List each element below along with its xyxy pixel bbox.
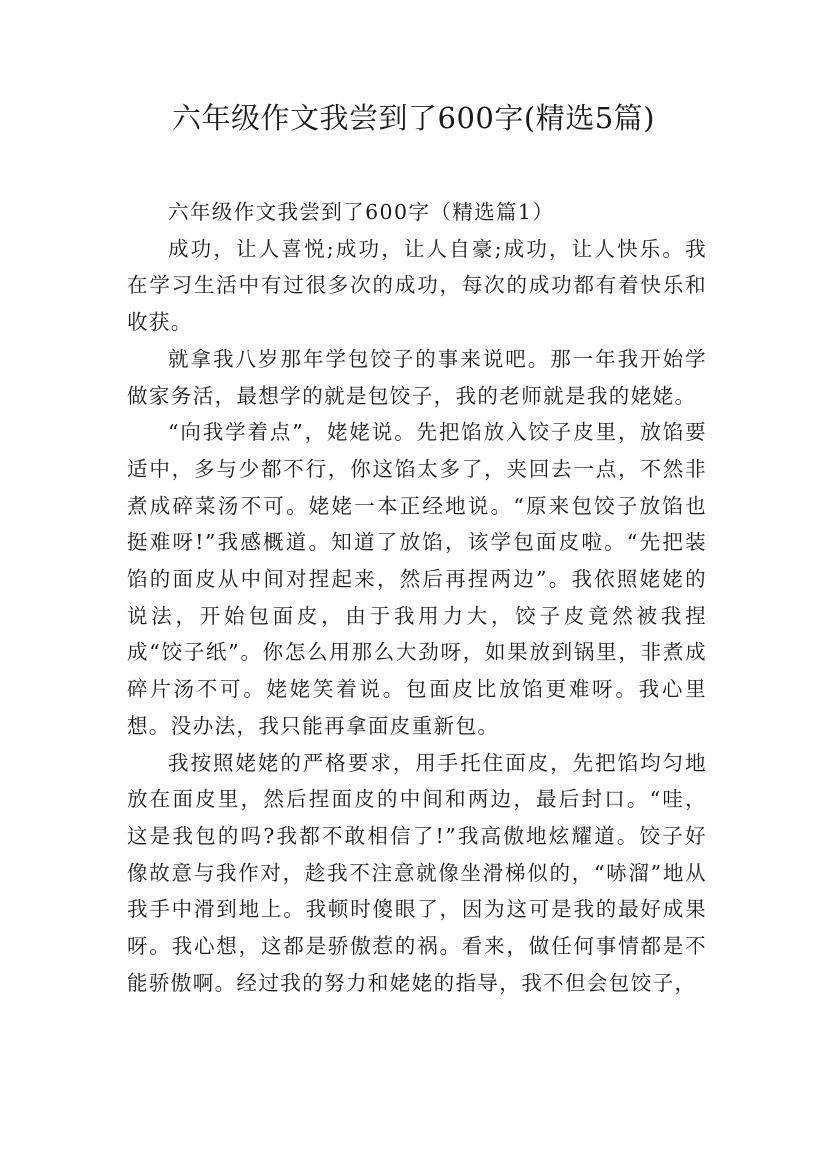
body-paragraph: “向我学着点”，姥姥说。先把馅放入饺子皮里，放馅要适中，多与少都不行，你这馅太多了，夹回去一点，不然非煮成碎菜汤不可。姥姥一本正经地说。“原来包饺子放馅也挺难呀!”我感概道。知道了放馅，该学包面皮啦。“先把装馅的面皮从中间对捏起来，然后再捏两边”。我依照姥姥的说法，开始包面皮，由于我用力大，饺子皮竟然被我捏成“饺子纸”。你怎么用那么大劲呀，如果放到锅里，非煮成碎片汤不可。姥姥笑着说。包面皮比放馅更难呀。我心里想。没办法，我只能再拿面皮重新包。 bbox=[127, 420, 707, 738]
document-body bbox=[127, 194, 707, 1001]
body-paragraph: 就拿我八岁那年学包饺子的事来说吧。那一年我开始学做家务活，最想学的就是包饺子，我的老师就是我的姥姥。 bbox=[127, 346, 707, 408]
document-title: 六年级作文我尝到了600字(精选5篇) bbox=[172, 101, 655, 135]
body-paragraph: 我按照姥姥的严格要求，用手托住面皮，先把馅均匀地放在面皮里，然后捏面皮的中间和两边，最后封口。“哇，这是我包的吗?我都不敢相信了!”我高傲地炫耀道。饺子好像故意与我作对，趁我不注意就像坐滑梯似的，“哧溜”地从我手中滑到地上。我顿时傻眼了，因为这可是我的最好成果呀。我心想，这都是骄傲惹的祸。看来，做任何事情都是不能骄傲啊。经过我的努力和姥姥的指导，我不但会包饺子， bbox=[127, 750, 707, 995]
section-heading: 六年级作文我尝到了600字（精选篇1） bbox=[168, 200, 555, 224]
body-paragraph: 成功，让人喜悦;成功，让人自豪;成功，让人快乐。我在学习生活中有过很多次的成功，每次的成功都有着快乐和收获。 bbox=[127, 236, 707, 335]
